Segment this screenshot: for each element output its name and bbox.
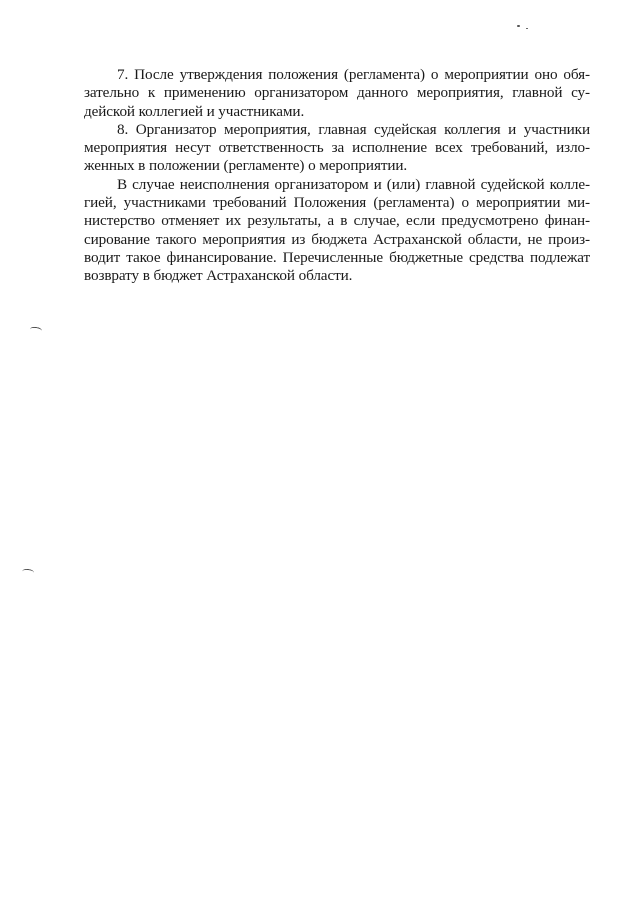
hole-punch-mark [30,326,43,334]
scan-speck [517,25,520,27]
paragraph-line: женных в положении (регламенте) о мероприятии. [84,157,408,175]
paragraph-8 [84,121,590,176]
paragraph-7 [84,66,590,121]
hole-punch-mark [22,568,35,575]
paragraph-line: 7. После утверждения положения (регламента) о мероприятии оно обя- [117,66,590,83]
paragraph-line: сирование такого мероприятия из бюджета Астраханской области, не произ- [84,230,590,248]
paragraph-line: В случае неисполнения организатором и (или) главной судейской колле- [117,175,590,193]
paragraph-line: гией, участниками требований Положения (регламента) о мероприятии ми- [84,194,590,212]
paragraph-line: 8. Организатор мероприятия, главная судейская коллегия и участники [117,120,590,138]
paragraph-line: мероприятия несут ответственность за исполнение всех требований, изло- [84,139,590,157]
paragraph-line: возврату в бюджет Астраханской области. [84,267,353,285]
paragraph-line: дейской коллегией и участниками. [84,102,305,120]
paragraph-line: водит такое финансирование. Перечисленные бюджетные средства подлежат [84,248,590,266]
paragraph-line: нистерство отменяет их результаты, а в случае, если предусмотрено финан- [84,212,590,230]
paragraph-9 [84,176,590,286]
document-body [84,66,590,286]
scan-speck [526,28,528,29]
paragraph-line: зательно к применению организатором данного мероприятия, главной су- [84,84,590,102]
